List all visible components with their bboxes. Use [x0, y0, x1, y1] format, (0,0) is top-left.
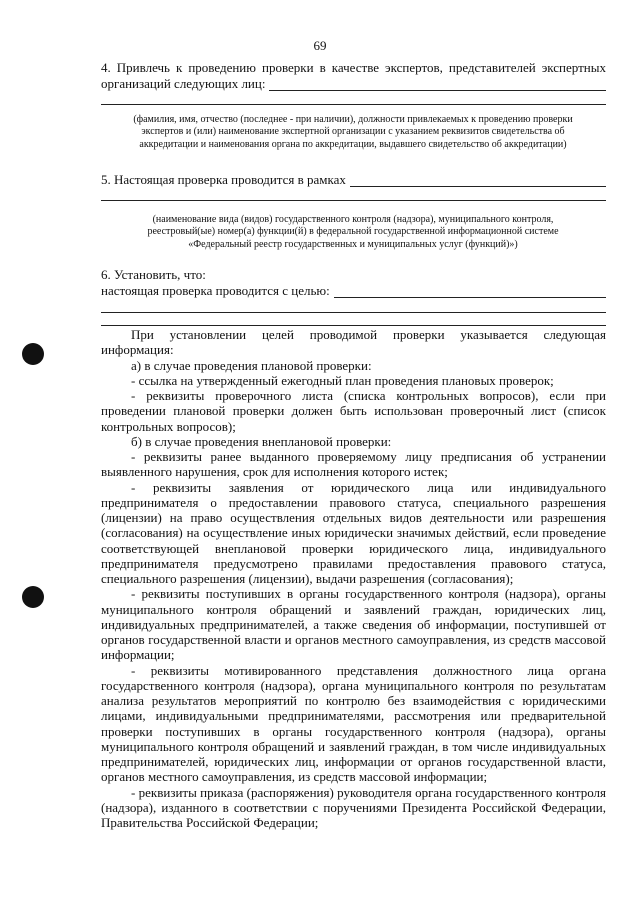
paragraph: - реквизиты ранее выданного проверяемому лицу предписания об устранении выявленного нарушения, срок для исполнения которого истек; [101, 449, 606, 480]
item4-fill-line [269, 79, 606, 91]
item4-caption: (фамилия, имя, отчество (последнее - при наличии), должности привлекаемых к проведению проверки экспертов и (или) наименование экспертной организации с указанием реквизитов свидетельства об аккредитации и наименования органа по аккредитации, выдавшего свидетельство об аккредитации) [133, 114, 573, 150]
item4-line1: 4. Привлечь к проведению проверки в качестве экспертов, представителей экспертных [101, 60, 606, 75]
paragraph: а) в случае проведения плановой проверки: [131, 357, 372, 373]
item6-line2-row [101, 283, 606, 298]
item4-line2-row [101, 76, 606, 91]
paragraph: - реквизиты заявления от юридического лица или индивидуального предпринимателя о предоставлении правового статуса, специального разрешения (лицензии) на право осуществления отдельных видов деятельности или разрешения (согласования) на осуществление иных юридически значимых действий, если проведение соответствующей внеплановой проверки юридического лица, индивидуального предпринимателя предусмотрено правилами предоставления правового статуса, специального разрешения (лицензии), выдачи разрешения (согласования); [101, 479, 606, 586]
blank-line [101, 312, 606, 313]
item6-line1: 6. Установить, что: [101, 267, 206, 282]
item5-caption: (наименование вида (видов) государственного контроля (надзора), муниципального контроля, реестровый(ые) номер(а) функции(й) в федеральной государственной информационной системе «Федеральный реестр государственных и муниципальных услуг (функций)») [147, 214, 559, 250]
paragraph: - ссылка на утвержденный ежегодный план проведения плановых проверок; [131, 372, 554, 388]
item5-line1-row [101, 172, 606, 187]
item5-fill-line [350, 175, 606, 187]
item4-line2: организаций следующих лиц: [101, 76, 266, 91]
item6-line2: настоящая проверка проводится с целью: [101, 283, 330, 298]
page-number: 69 [313, 38, 327, 53]
blank-line [101, 200, 606, 201]
item5-line1: 5. Настоящая проверка проводится в рамках [101, 172, 346, 187]
paragraph: б) в случае проведения внеплановой проверки: [131, 433, 392, 449]
binder-hole [22, 343, 44, 365]
paragraph: - реквизиты проверочного листа (списка контрольных вопросов), если при проведении плановой проверки должен быть использован проверочный лист (список контрольных вопросов); [101, 388, 606, 434]
paragraph: При установлении целей проводимой проверки указывается следующая информация: [101, 327, 606, 358]
blank-line [101, 325, 606, 326]
paragraph: - реквизиты приказа (распоряжения) руководителя органа государственного контроля (надзора), изданного в соответствии с поручениями Президента Российской Федерации, Правительства Российской Федерации; [101, 784, 606, 830]
binder-hole [22, 586, 44, 608]
paragraph: - реквизиты мотивированного представления должностного лица органа государственного контроля (надзора), органа муниципального контроля по результатам анализа результатов мероприятий по контролю без взаимодействия с юридическими лицами, индивидуальными предпринимателями, рассмотрения или предварительной проверки поступивших в органы государственного контроля (надзора), органы муниципального контроля обращений и заявлений граждан, в том числе индивидуальных предпринимателей, юридических лиц, информации от органов государственной власти, органов местного самоуправления, из средств массовой информации; [101, 662, 606, 785]
item6-fill-line [334, 286, 606, 298]
instructions-body [101, 327, 606, 830]
blank-line [101, 104, 606, 105]
paragraph: - реквизиты поступивших в органы государственного контроля (надзора), органы муниципального контроля обращений и заявлений граждан, юридических лиц, индивидуальных предпринимателей, а также сведения об информации, поступившей от органов государственной власти и органов местного самоуправления, из средств массовой информации; [101, 586, 606, 663]
